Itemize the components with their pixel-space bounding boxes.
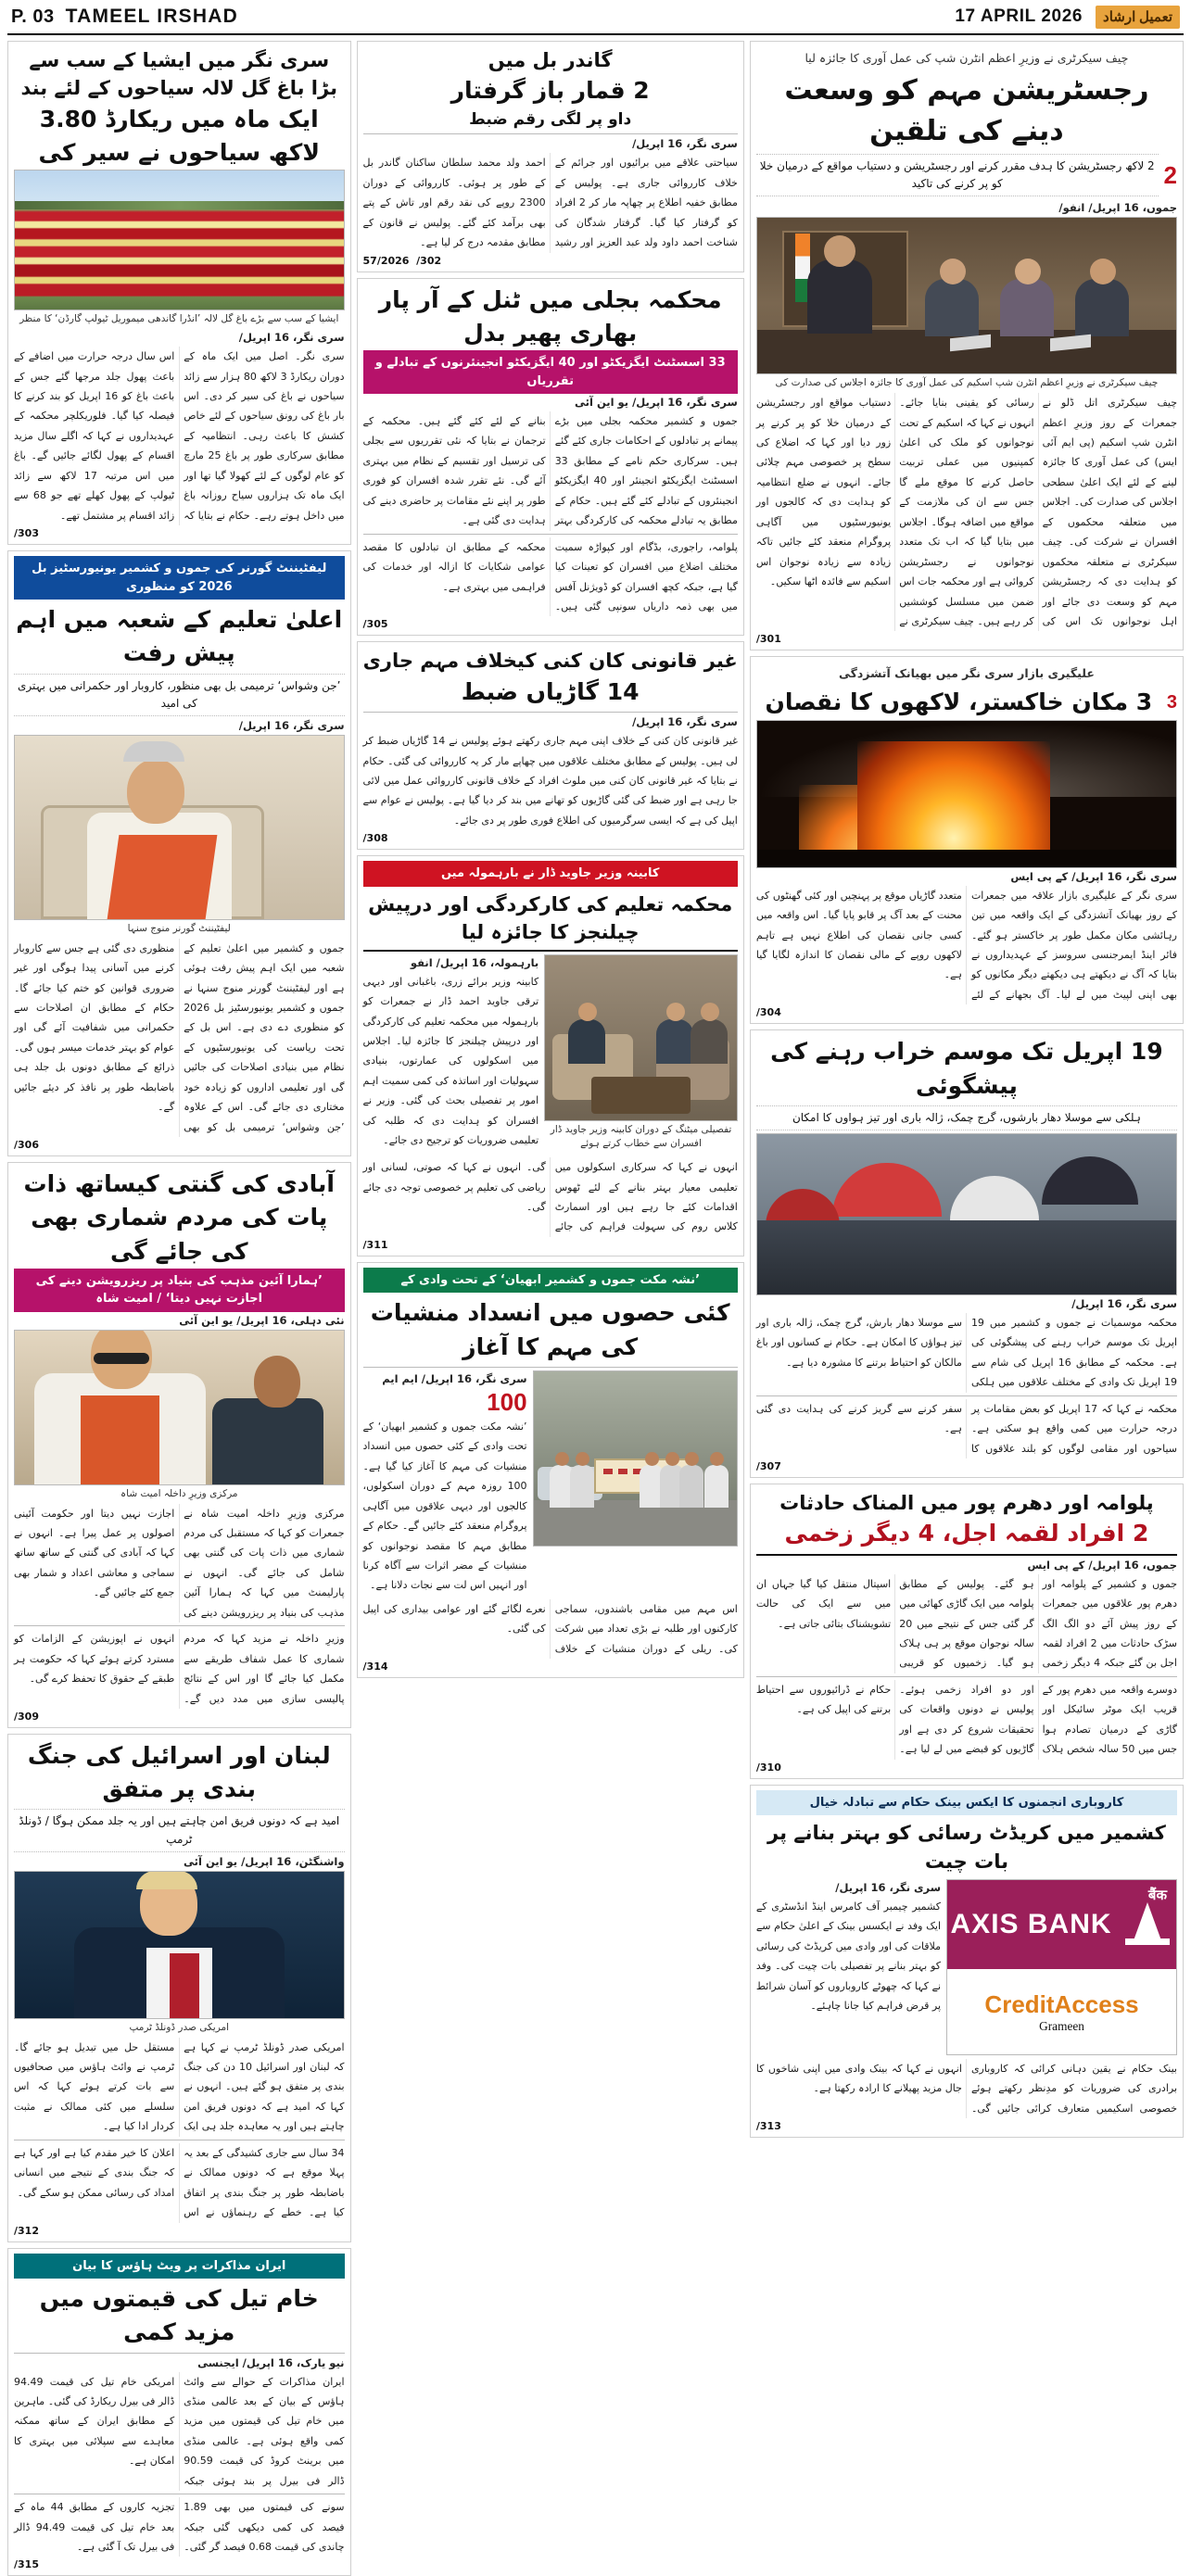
education-body: جموں و کشمیر میں اعلیٰ تعلیم کے شعبہ میں ایک اہم پیش رفت ہوئی ہے اور لیفٹیننٹ گورنر منوج سنہا نے جموں و کشمیر یونیورسٹیز بل 2026 کو منظوری دے دی ہے۔ اس بل کے تحت ریاست کی یونیورسٹیوں کے نظام میں بنیادی اصلاحات کی جائیں گی اور تعلیمی اداروں کو زیادہ خود مختاری دی جائے گی۔ اس کے علاوہ ’جن وشواس‘ ترمیمی بل کو بھی منظوری دی گئی ہے جس سے کاروبار کرنے میں آسانی پیدا ہوگی اور غیر ضروری قوانین کو ختم کیا جائے گا۔ حکام کے مطابق ان اصلاحات سے حکمرانی میں شفافیت آئے گی اور عوام کو بہتر خدمات میسر ہوں گی۔ ذرائع کے مطابق دونوں بل جلد ہی باضابطہ طور پر نافذ کر دیئے جائیں گے۔ bbox=[14, 939, 345, 1137]
school-photo-caption: تفصیلی میٹنگ کے دوران کابینہ وزیر جاوید ڈار افسران سے خطاب کرتے ہوئے bbox=[544, 1121, 738, 1155]
weather-body: محکمہ موسمیات نے جموں و کشمیر میں 19 اپریل تک موسم خراب رہنے کی پیشگوئی کی ہے۔ محکمہ کے مطابق 16 اپریل کی شام سے 19 اپریل تک وادی کے مختلف علاقوں میں ہلکی سے موسلا دھار بارش، گرج چمک، ژالہ باری اور تیز ہواؤں کا امکان ہے۔ حکام نے کسانوں اور باغ مالکان کو احتیاط برتنے کا مشورہ دیا ہے۔ bbox=[756, 1313, 1177, 1393]
credit-headline: کشمیر میں کریڈٹ رسائی کو بہتر بنانے پر بات چیت bbox=[756, 1819, 1177, 1875]
lebanon-photo-caption: امریکی صدر ڈونلڈ ٹرمپ bbox=[14, 2019, 345, 2038]
school-photo bbox=[544, 954, 738, 1121]
article-weather bbox=[750, 1029, 1184, 1478]
axis-logo-icon bbox=[1121, 1899, 1173, 1951]
article-tulip bbox=[7, 41, 351, 545]
lead-photo-caption: چیف سیکرٹری نے وزیرِ اعظم انٹرن شپ اسکیم کی عمل آوری کا جائزہ اجلاس کی صدارت کی bbox=[756, 374, 1177, 393]
fire-body: سری نگر کے علیگیری بازار علاقہ میں جمعرات کے روز بھیانک آتشزدگی کے ایک واقعہ میں تین رہائشی مکان مکمل طور پر خاکستر ہو گئے۔ فائر اینڈ ایمرجنسی سروسز کے عہدیداروں نے بتایا کہ آگ نے دیکھتے ہی دیکھتے دیگر مکانوں کو بھی اپنی لپیٹ میں لے لیا۔ آگ بجھانے کے لئے متعدد گاڑیاں موقع پر پہنچیں اور کئی گھنٹوں کی محنت کے بعد آگ پر قابو پایا گیا۔ اس واقعہ میں کسی جانی نقصان کی اطلاع نہیں ہے تاہم لاکھوں روپے کے مالی نقصان کا اندازہ لگایا گیا ہے۔ bbox=[756, 886, 1177, 1005]
creditaccess-sub: Grameen bbox=[1039, 2019, 1084, 2034]
arrest-body: سیاحتی علاقے میں برائیوں اور جرائم کے خلاف کارروائی جاری ہے۔ پولیس کے مطابق خفیہ اطلاع پر چھاپہ مار کر 2 افراد کو گرفتار کیا گیا۔ گرفتار شدگان کی شناخت احمد داود ولد عبد العزیز اور رشید احمد ولد محمد سلطان ساکنان گاندر بل کے طور پر ہوئی۔ کارروائی کے دوران 2300 روپے کی نقد رقم اور تاش کے پتے بھی برآمد کئے گئے۔ پولیس نے قانون کے مطابق مقدمہ درج کر لیا ہے۔ bbox=[363, 153, 738, 252]
school-headline: محکمہ تعلیم کی کارکردگی اور درپیش چیلنجز کا جائزہ لیا bbox=[363, 890, 738, 947]
ad-bottom-band bbox=[947, 1969, 1176, 2054]
tulip-headline-2: ایک ماہ میں ریکارڈ 3.80 لاکھ سیاحوں نے سیر کی bbox=[14, 103, 345, 170]
school-body: کابینہ وزیر برائے زری، باغبانی اور دیہی ترقی جاوید احمد ڈار نے جمعرات کو بارہمولہ میں محکمہ تعلیم کی کارکردگی اور درپیش چیلنجز کا جائزہ لیا۔ اجلاس میں اسکولوں کی عمارتوں، بنیادی سہولیات اور اساتذہ کی کمی سمیت اہم امور پر تفصیلی بحث کی گئی۔ وزیر نے افسران کو ہدایت دی کہ طلبہ کی تعلیمی ضروریات کو ترجیح دی جائے۔ bbox=[363, 972, 539, 1151]
drugs-strap: ’نشہ مکت جموں و کشمیر ابھیان‘ کے تحت وادی کے bbox=[363, 1268, 738, 1294]
paper-name: TAMEEL IRSHAD bbox=[66, 6, 238, 28]
iran-body-2: سونے کی قیمتوں میں بھی 1.89 فیصد کی کمی دیکھی گئی جبکہ چاندی کی قیمت 0.68 فیصد گر گئی۔ تجزیہ کاروں کے مطابق 44 ماہ کے بعد خام تیل کی قیمت 94.49 ڈالر فی بیرل تک آ گئی ہے۔ bbox=[14, 2497, 345, 2557]
electricity-body-2: پلوامہ، راجوری، بڈگام اور کپواڑہ سمیت مختلف اضلاع میں افسران کو تعینات کیا گیا ہے، جبکہ کچھ افسران کو ڈویژنل آفس میں بھی ذمہ داریاں سونپی گئی ہیں۔ محکمہ کے مطابق ان تبادلوں کا مقصد عوامی شکایات کا ازالہ اور خدمات کی فراہمی میں بہتری ہے۔ bbox=[363, 537, 738, 617]
article-education bbox=[7, 550, 351, 1156]
column-left bbox=[7, 41, 351, 2576]
tulip-byline: سری نگر، 16 اپریل/ bbox=[14, 331, 345, 344]
axis-bank-name: AXIS BANK bbox=[951, 1909, 1112, 1940]
fire-ref: 304/ bbox=[756, 1006, 1177, 1018]
arrest-ref bbox=[363, 255, 738, 267]
census-photo bbox=[14, 1330, 345, 1485]
tulip-photo bbox=[14, 170, 345, 310]
education-ref: 306/ bbox=[14, 1139, 345, 1151]
article-census bbox=[7, 1162, 351, 1728]
article-lebanon bbox=[7, 1734, 351, 2242]
article-fire bbox=[750, 656, 1184, 1024]
tulip-ref: 303/ bbox=[14, 527, 345, 539]
column-middle bbox=[357, 41, 744, 2576]
iran-body: ایران مذاکرات کے حوالے سے وائٹ ہاؤس کے بیان کے بعد عالمی منڈی میں خام تیل کی قیمتوں میں مزید کمی واقع ہوئی ہے۔ عالمی منڈی میں برینٹ کروڈ کی قیمت 90.59 ڈالر فی بیرل پر بند ہوئی جبکہ امریکی خام تیل کی قیمت 94.49 ڈالر فی بیرل ریکارڈ کی گئی۔ ماہرین کے مطابق ایران کے ساتھ ممکنہ معاہدے سے سپلائی میں بہتری کا امکان ہے۔ bbox=[14, 2372, 345, 2492]
weather-photo bbox=[756, 1133, 1177, 1295]
mining-body: غیر قانونی کان کنی کے خلاف اپنی مہم جاری رکھتے ہوئے پولیس نے 14 گاڑیاں ضبط کر لی ہیں۔ پولیس کے مطابق مختلف علاقوں میں چھاپے مار کر یہ کارروائی کی گئی۔ حکام نے بتایا کہ غیر قانونی کان کنی میں ملوث افراد کے خلاف قانونی کارروائی عمل میں لائی جا رہی ہے اور ضبط کی گئی گاڑیوں کو تھانے میں بند کر دیا گیا ہے۔ پولیس نے عوام سے اپیل کی ہے کہ ایسی سرگرمیوں کی اطلاع فوری طور پر دی جائے۔ bbox=[363, 731, 738, 830]
drugs-byline-text: سری نگر، 16 اپریل/ ایم ایم bbox=[382, 1372, 526, 1385]
iran-ref: 315/ bbox=[14, 2558, 345, 2570]
electricity-ref: 305/ bbox=[363, 618, 738, 630]
drugs-body: ’نشہ مکت جموں و کشمیر ابھیان‘ کے تحت وادی کے کئی حصوں میں انسداد منشیات کی مہم کا آغاز کیا گیا ہے۔ 100 روزہ مہم کے دوران اسکولوں، کالجوں اور دیہی علاقوں میں آگاہی پروگرام منعقد کئے جائیں گے۔ حکام کے مطابق مہم کا مقصد نوجوانوں کو منشیات کے مضر اثرات سے آگاہ کرنا اور انہیں اس لت سے نجات دلانا ہے۔ bbox=[363, 1417, 527, 1596]
credit-body-2: بینک حکام نے یقین دہانی کرائی کہ کاروباری برادری کی ضروریات کو مدِنظر رکھتے ہوئے خصوصی اسکیمیں متعارف کرائی جائیں گی۔ انہوں نے کہا کہ بینک وادی میں اپنی شاخوں کا جال مزید پھیلانے کا ارادہ رکھتا ہے۔ bbox=[756, 2059, 1177, 2118]
education-subheadline: ’جن وشواس‘ ترمیمی بل بھی منظور، کاروبار اور حکمرانی میں بہتری کی امید bbox=[14, 674, 345, 716]
fire-photo bbox=[756, 720, 1177, 868]
school-ref: 311/ bbox=[363, 1239, 738, 1251]
mining-byline: سری نگر، 16 اپریل/ bbox=[363, 715, 738, 728]
mining-subheadline: 14 گاڑیاں ضبط bbox=[363, 676, 738, 709]
census-photo-caption: مرکزی وزیرِ داخلہ امیت شاہ bbox=[14, 1485, 345, 1504]
fire-byline: سری نگر، 16 اپریل/ کے پی ایس bbox=[756, 870, 1177, 883]
credit-byline: سری نگر، 16 اپریل/ bbox=[756, 1881, 941, 1894]
article-iran bbox=[7, 2248, 351, 2576]
lebanon-photo bbox=[14, 1871, 345, 2019]
mining-ref: 308/ bbox=[363, 832, 738, 844]
paper-logo: تعمیل ارشاد bbox=[1096, 6, 1180, 29]
lead-ref: 301/ bbox=[756, 633, 1177, 645]
lebanon-body-2: 34 سال سے جاری کشیدگی کے بعد یہ پہلا موقع ہے کہ دونوں ممالک نے باضابطہ طور پر جنگ بندی پر اتفاق کیا ہے۔ خطے کے رہنماؤں نے اس اعلان کا خیر مقدم کیا ہے اور کہا ہے کہ جنگ بندی کے نتیجے میں انسانی امداد کی رسائی ممکن ہو سکے گی۔ bbox=[14, 2143, 345, 2223]
school-strap: کابینہ وزیر جاوید ڈار نے بارہمولہ میں bbox=[363, 861, 738, 887]
electricity-headline: محکمہ بجلی میں ٹنل کے آر پار بھاری پھیر بدل bbox=[363, 284, 738, 351]
arrest-headline-2: 2 قمار باز گرفتار bbox=[363, 74, 738, 107]
credit-strap: کاروباری انجمنوں کا ایکس بینک حکام سے تبادلہ خیال bbox=[756, 1790, 1177, 1816]
census-ref: 309/ bbox=[14, 1711, 345, 1723]
masthead-right bbox=[955, 6, 1180, 29]
pulwama-headline: پلوامہ اور دھرم پور میں المناک حادثات bbox=[756, 1489, 1177, 1517]
page-number: P. 03 bbox=[11, 6, 55, 28]
electricity-byline: سری نگر، 16 اپریل/ یو این آئی bbox=[363, 396, 738, 409]
weather-byline: سری نگر، 16 اپریل/ bbox=[756, 1297, 1177, 1310]
school-body-2: انہوں نے کہا کہ سرکاری اسکولوں میں تعلیمی معیار بہتر بنانے کے لئے ٹھوس اقدامات کئے جا رہے ہیں اور اسمارٹ کلاس روم کی سہولت فراہم کی جائے گی۔ انہوں نے کہا کہ صوتی، لسانی اور ریاضی کی تعلیم پر خصوصی توجہ دی جائے گی۔ bbox=[363, 1157, 738, 1237]
mining-headline: غیر قانونی کان کنی کیخلاف مہم جاری bbox=[363, 647, 738, 675]
lebanon-subheadline: امید ہے کہ دونوں فریق امن چاہتے ہیں اور یہ جلد ممکن ہوگا / ڈونلڈ ٹرمپ bbox=[14, 1809, 345, 1851]
census-strap: ’ہمارا آئین مذہب کی بنیاد پر ریزرویشن دینے کی اجازت نہیں دیتا‘ / امیت شاہ bbox=[14, 1269, 345, 1312]
lead-kicker: چیف سیکرٹری نے وزیرِ اعظم انٹرن شپ کی عمل آوری کا جائزہ لیا bbox=[756, 49, 1177, 68]
census-body: مرکزی وزیرِ داخلہ امیت شاہ نے جمعرات کو کہا کہ مستقبل کی مردم شماری میں ذات پات کی گنتی بھی شامل کی جائے گی۔ انہوں نے پارلیمنٹ میں کہا کہ ہمارا آئین مذہب کی بنیاد پر ریزرویشن دینے کی اجازت نہیں دیتا اور حکومت آئینی اصولوں پر عمل پیرا ہے۔ انہوں نے کہا کہ آبادی کی گنتی کے ساتھ ساتھ سماجی و معاشی اعداد و شمار بھی جمع کئے جائیں گے۔ bbox=[14, 1504, 345, 1623]
lebanon-body: امریکی صدر ڈونلڈ ٹرمپ نے کہا ہے کہ لبنان اور اسرائیل 10 دن کی جنگ بندی پر متفق ہو گئے ہیں۔ انہوں نے کہا کہ امید ہے کہ دونوں فریق امن چاہتے ہیں اور یہ معاہدہ جلد ہی ایک مستقل حل میں تبدیل ہو جائے گا۔ ٹرمپ نے وائٹ ہاؤس میں صحافیوں سے بات کرتے ہوئے کہا کہ اس سلسلے میں کئی ممالک نے مثبت کردار ادا کیا ہے۔ bbox=[14, 2038, 345, 2137]
lead-subheadline: 2 لاکھ رجسٹریشن کا ہدف مقرر کرنے اور رجسٹریشن و دستیاب مواقع کے درمیان خلا کو پر کرنے کی تاکید bbox=[756, 154, 1159, 196]
arrest-ref-1: 302/ bbox=[416, 255, 441, 267]
article-illegal-mining bbox=[357, 641, 744, 850]
article-drugs bbox=[357, 1262, 744, 1678]
creditaccess-logo: CreditAccess bbox=[984, 1990, 1138, 2019]
lead-headline: رجسٹریشن مہم کو وسعت دینے کی تلقین bbox=[756, 70, 1177, 151]
pulwama-ref: 310/ bbox=[756, 1762, 1177, 1774]
fire-strap: علیگیری بازار سری نگر میں بھیانک آتشزدگی bbox=[756, 664, 1177, 683]
pulwama-body: جموں و کشمیر کے پلوامہ اور دھرم پور علاقوں میں جمعرات کے روز پیش آئے دو الگ الگ سڑک حادثات میں 2 افراد لقمہ اجل بن گئے جبکہ 4 دیگر زخمی ہو گئے۔ پولیس کے مطابق پلوامہ میں ایک گاڑی کھائی میں گر گئی جس کے نتیجے میں 20 سالہ نوجوان موقع پر ہی ہلاک ہو گیا۔ زخمیوں کو قریبی اسپتال منتقل کیا گیا جہاں ان میں سے ایک کی حالت تشویشناک بتائی جاتی ہے۔ bbox=[756, 1574, 1177, 1673]
article-school-review bbox=[357, 855, 744, 1256]
credit-ref: 313/ bbox=[756, 2120, 1177, 2132]
iran-byline: نیو یارک، 16 اپریل/ ایجنسی bbox=[14, 2356, 345, 2369]
arrest-headline-1: گاندر بل میں bbox=[363, 46, 738, 74]
lead-byline: جموں، 16 اپریل/ انفو/ bbox=[756, 201, 1177, 214]
masthead bbox=[7, 0, 1184, 35]
census-headline: آبادی کی گنتی کیساتھ ذات پات کی مردم شماری بھی کی جائے گی bbox=[14, 1168, 345, 1269]
iran-strap: ایران مذاکرات پر ویٹ ہاؤس کا بیان bbox=[14, 2254, 345, 2279]
education-photo-caption: لیفٹیننٹ گورنر منوج سنہا bbox=[14, 920, 345, 939]
school-byline: بارہمولہ، 16 اپریل/ انفو bbox=[363, 956, 539, 969]
education-byline: سری نگر، 16 اپریل/ bbox=[14, 719, 345, 732]
drugs-headline: کئی حصوں میں انسداد منشیات کی مہم کا آغاز bbox=[363, 1296, 738, 1364]
axis-bank-hindi: बैंक bbox=[1148, 1886, 1167, 1904]
tulip-headline-1: سری نگر میں ایشیا کے سب سے بڑا باغ گل لالہ سیاحوں کے لئے بند bbox=[14, 46, 345, 103]
arrest-byline: سری نگر، 16 اپریل/ bbox=[363, 137, 738, 150]
education-headline: اعلیٰ تعلیم کے شعبہ میں اہم پیش رفت bbox=[14, 603, 345, 671]
tulip-body: سری نگر۔ اصل میں ایک ماہ کے دوران ریکارڈ 3 لاکھ 80 ہزار سے زائد سیاحوں نے باغ کی سیر کر دی۔ اس بار باغ کی رونق سیاحوں کے لئے خاص کشش کا باعث رہی۔ انتظامیہ کے مطابق سرکاری طور پر باغ 25 مارچ کو عام لوگوں کے لئے کھولا گیا تھا اور ایک ماہ تک ہزاروں سیاح روزانہ باغ میں داخل ہوتے رہے۔ حکام نے بتایا کہ اس سال درجہ حرارت میں اضافے کے باعث پھول جلد مرجھا گئے جس کے باعث باغ کو 16 اپریل کو بند کرنے کا فیصلہ کیا گیا۔ فلوریکلچر محکمہ کے عہدیداروں نے کہا کہ اگلے سال مزید اقسام کے پھول لگائے جائیں گے۔ باغ میں اس مرتبہ 17 لاکھ سے زائد ٹیولپ کے پھول کھلے تھے جو 68 سے زائد اقسام پر مشتمل تھے۔ bbox=[14, 347, 345, 525]
axis-bank-ad bbox=[946, 1879, 1177, 2055]
electricity-body: جموں و کشمیر محکمہ بجلی میں بڑے پیمانے پر تبادلوں کے احکامات جاری کئے گئے ہیں۔ سرکاری حکم نامے کے مطابق 33 اسسٹنٹ ایگزیکٹو انجینئر اور 40 ایگزیکٹو انجینئروں کے تبادلے کئے گئے ہیں۔ حکام کے مطابق یہ تبادلے محکمہ کی کارکردگی بہتر بنانے کے لئے کئے گئے ہیں۔ محکمہ کے ترجمان نے بتایا کہ نئی تقرریوں سے بجلی کی ترسیل اور تقسیم کے نظام میں بہتری آئے گی۔ نئے تقرر شدہ افسران کو فوری طور پر اپنے نئے مقامات پر حاضری دینے کی ہدایت دی گئی ہے۔ bbox=[363, 411, 738, 531]
lead-body: چیف سیکرٹری اتل ڈلو نے جمعرات کے روز وزیرِ اعظم انٹرن شپ اسکیم (پی ایم آئی ایس) کی عمل آوری کا جائزہ لینے کے لئے ایک اعلیٰ سطحی اجلاس کی صدارت کی۔ اجلاس میں متعلقہ محکموں کے افسران نے شرکت کی۔ چیف سیکرٹری نے متعلقہ محکموں کو ہدایت دی کہ رجسٹریشن مہم کو وسعت دی جائے اور اہل نوجوانوں تک اس کی رسائی کو یقینی بنایا جائے۔ انہوں نے کہا کہ اسکیم کے تحت نوجوانوں کو ملک کی اعلیٰ کمپنیوں میں عملی تربیت حاصل کرنے کا موقع ملے گا جس سے ان کی ملازمت کے مواقع میں اضافہ ہوگا۔ اجلاس میں بتایا گیا کہ اب تک متعدد نوجوانوں نے رجسٹریشن کروائی ہے اور محکمہ جات اس ضمن میں مسلسل کوششیں کر رہے ہیں۔ چیف سیکرٹری نے دستیاب مواقع اور رجسٹریشن کے درمیان خلا کو پر کرنے پر زور دیا اور کہا کہ اضلاع کی سطح پر خصوصی مہم چلائی جائے۔ انہوں نے ضلع انتظامیہ کو ہدایت دی کہ کالجوں اور یونیورسٹیوں میں آگاہی پروگرام منعقد کئے جائیں تاکہ زیادہ سے زیادہ نوجوان اس اسکیم سے فائدہ اٹھا سکیں۔ bbox=[756, 393, 1177, 631]
electricity-strap: 33 اسسٹنٹ ایگزیکٹو اور 40 ایگزیکٹو انجینئرنوں کے تبادلے و تقرریاں bbox=[363, 350, 738, 394]
ad-top-band bbox=[947, 1880, 1176, 1969]
article-lead bbox=[750, 41, 1184, 650]
lead-photo bbox=[756, 217, 1177, 374]
article-electricity bbox=[357, 278, 744, 637]
lebanon-byline: واشنگٹن، 16 اپریل/ یو این آئی bbox=[14, 1855, 345, 1868]
masthead-left bbox=[11, 6, 238, 28]
pulwama-subheadline: 2 افراد لقمہ اجل، 4 دیگر زخمی bbox=[756, 1517, 1177, 1550]
lebanon-ref: 312/ bbox=[14, 2225, 345, 2237]
lebanon-headline: لبنان اور اسرائیل کی جنگ بندی پر متفق bbox=[14, 1739, 345, 1807]
arrest-ref-2: 57/2026 bbox=[363, 255, 410, 267]
arrest-headline-3: داو پر لگی رقم ضبط bbox=[363, 108, 738, 132]
pulwama-byline: جموں، 16 اپریل/ کے پی ایس bbox=[756, 1559, 1177, 1572]
drugs-badge-number: 100 bbox=[487, 1388, 526, 1417]
column-right bbox=[750, 41, 1184, 2576]
tulip-photo-caption: ایشیا کے سب سے بڑے باغ گل لالہ ’انڈرا گاندھی میموریل ٹیولپ گارڈن‘ کا منظر bbox=[14, 310, 345, 329]
weather-headline: 19 اپریل تک موسم خراب رہنے کی پیشگوئی bbox=[756, 1035, 1177, 1103]
drugs-photo bbox=[533, 1370, 738, 1547]
iran-headline: خام تیل کی قیمتوں میں مزید کمی bbox=[14, 2282, 345, 2350]
fire-headline: 3 مکان خاکستر، لاکھوں کا نقصان bbox=[756, 686, 1161, 719]
weather-ref: 307/ bbox=[756, 1460, 1177, 1472]
drugs-byline bbox=[363, 1372, 527, 1385]
credit-body: کشمیر چیمبر آف کامرس اینڈ انڈسٹری کے ایک وفد نے ایکسس بینک کے اعلیٰ حکام سے ملاقات کی اور وادی میں کریڈٹ کی رسائی کو بہتر بنانے پر تفصیلی بات چیت کی۔ وفد نے کہا کہ چھوٹے کاروباروں کو آسان شرائط پر قرض فراہم کیا جانا چاہئے۔ bbox=[756, 1897, 941, 2016]
census-byline: نئی دہلی، 16 اپریل/ یو این آئی bbox=[14, 1314, 345, 1327]
weather-body-2: محکمہ نے کہا کہ 17 اپریل کو بعض مقامات پر درجہ حرارت میں کمی واقع ہو سکتی ہے۔ سیاحوں اور مقامی لوگوں کو بلند علاقوں کا سفر کرنے سے گریز کرنے کی ہدایت دی گئی ہے۔ bbox=[756, 1399, 1177, 1458]
education-photo bbox=[14, 735, 345, 920]
article-arrest bbox=[357, 41, 744, 272]
weather-strap: ہلکی سے موسلا دھار بارشوں، گرج چمک، ژالہ باری اور تیز ہواوں کا امکان bbox=[756, 1105, 1177, 1130]
lead-badge: 2 bbox=[1164, 161, 1177, 190]
issue-date: 17 APRIL 2026 bbox=[955, 6, 1083, 27]
article-pulwama bbox=[750, 1484, 1184, 1779]
drugs-body-2: اس مہم میں مقامی باشندوں، سماجی کارکنوں اور طلبہ نے بڑی تعداد میں شرکت کی۔ ریلی کے دوران منشیات کے خلاف نعرے لگائے گئے اور عوامی بیداری کی اپیل کی گئی۔ bbox=[363, 1599, 738, 1659]
pulwama-body-2: دوسرے واقعہ میں دھرم پور کے قریب ایک موٹر سائیکل اور گاڑی کے درمیان تصادم ہوا جس میں 50 سالہ شخص ہلاک اور دو افراد زخمی ہوئے۔ پولیس نے دونوں واقعات کی تحقیقات شروع کر دی ہے اور گاڑیوں کو قبضے میں لے لیا ہے۔ حکام نے ڈرائیوروں سے احتیاط برتنے کی اپیل کی ہے۔ bbox=[756, 1680, 1177, 1760]
drugs-ref: 314/ bbox=[363, 1661, 738, 1673]
census-body-2: وزیرِ داخلہ نے مزید کہا کہ مردم شماری کا عمل شفاف طریقے سے مکمل کیا جائے گا اور اس کے نتائج پالیسی سازی میں مدد دیں گے۔ انہوں نے اپوزیشن کے الزامات کو مسترد کرتے ہوئے کہا کہ حکومت ہر طبقے کے حقوق کا تحفظ کرے گی۔ bbox=[14, 1629, 345, 1709]
article-credit bbox=[750, 1785, 1184, 2139]
page-grid bbox=[7, 35, 1184, 2576]
education-strap: لیفٹیننٹ گورنر کی جموں و کشمیر یونیورسٹیز بل 2026 کو منظوری bbox=[14, 556, 345, 600]
fire-badge-number: 3 bbox=[1167, 692, 1177, 713]
